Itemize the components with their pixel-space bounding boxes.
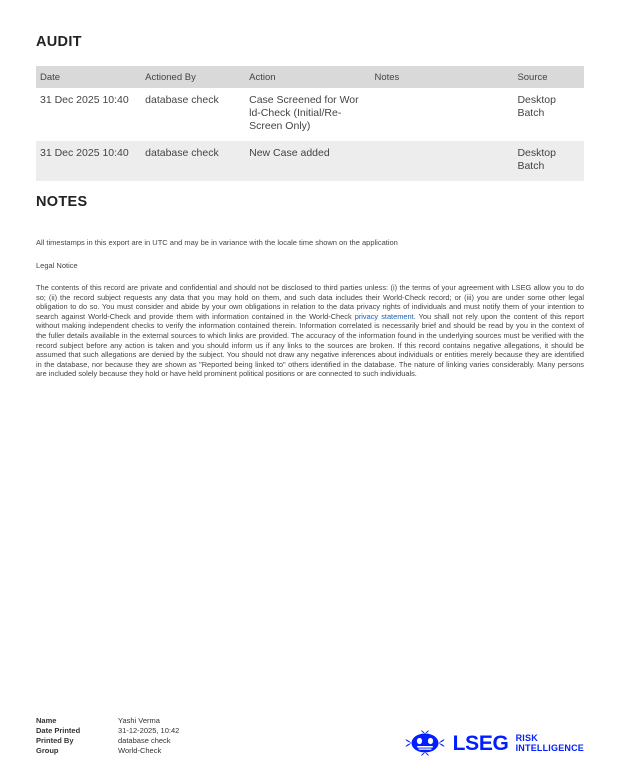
privacy-statement-link[interactable]: privacy statement	[354, 311, 414, 321]
footer-metadata	[36, 716, 179, 756]
cell-source: Desktop Batch	[513, 141, 584, 181]
table-row	[36, 141, 584, 181]
meta-value: 31-12-2025, 10:42	[118, 725, 180, 735]
meta-value: World-Check	[118, 745, 162, 755]
audit-table-header-row	[36, 66, 584, 88]
audit-table	[36, 66, 584, 181]
legal-notice-label: Legal Notice	[36, 261, 78, 270]
meta-row-date-printed	[36, 726, 179, 735]
audit-section-title: AUDIT	[36, 34, 82, 50]
notes-section-title: NOTES	[36, 194, 88, 210]
lseg-sublabel-line1: RISK	[515, 732, 538, 743]
audit-col-actioned-by: Actioned By	[141, 66, 245, 88]
cell-notes	[370, 88, 513, 141]
table-row	[36, 88, 584, 141]
timestamp-note: All timestamps in this export are in UTC and may be in variance with the locale time shown on the application	[36, 238, 398, 247]
cell-actioned-by: database check	[145, 94, 219, 106]
meta-key: Group	[36, 745, 59, 755]
lseg-sublabel	[516, 733, 584, 754]
meta-key: Name	[36, 716, 57, 725]
lseg-wordmark	[453, 733, 584, 754]
lseg-brand-text: LSEG	[452, 731, 509, 755]
meta-row-printed-by	[36, 736, 179, 745]
meta-value: database check	[118, 735, 171, 745]
lseg-emblem-icon	[405, 730, 445, 756]
lseg-logo	[405, 730, 584, 756]
cell-source: Desktop Batch	[517, 94, 556, 119]
audit-col-date: Date	[36, 66, 141, 88]
meta-row-group	[36, 746, 179, 755]
cell-date: 31 Dec 2025 10:40	[36, 141, 141, 181]
cell-action: New Case added	[245, 141, 370, 181]
meta-key: Date Printed	[36, 725, 81, 735]
legal-text-part1: The contents of this record are private and confidential and should not be disclosed to third parties unless: (i) the terms of your agreement with LSEG allow you to do so; (ii) the record subject requests any data that you may hold on them, and such data includes their World-Check record; or (iii) you are under some other legal obligation to do so. You must consider and abide by your own obligations in relation to the data privacy rights of individuals and must notify them of your intention to search against World-Check and provide them with information contained in the World-Check	[36, 283, 584, 321]
cell-actioned-by: database check	[141, 141, 245, 181]
audit-col-source: Source	[513, 66, 584, 88]
cell-action: Case Screened for Wor ld-Check (Initial/Re-Screen Only)	[249, 94, 359, 132]
cell-date: 31 Dec 2025 10:40	[40, 94, 129, 106]
legal-notice-text	[36, 283, 584, 379]
meta-value: Yashi Verma	[118, 716, 160, 725]
meta-row-name	[36, 716, 179, 725]
audit-col-notes: Notes	[370, 66, 513, 88]
lseg-sublabel-line2: INTELLIGENCE	[515, 743, 584, 753]
meta-key: Printed By	[36, 735, 74, 745]
legal-text-part2: . You shall not rely upon the content of this report without making independent checks to verify the information contained therein. Information correlated is necessarily brief and should be read by you in the context of the fuller details available in the external sources to which links are provided. The accuracy of the information found in the underlying sources must be verified with the record subject before any action is taken and you should inform us if any links to the sources are broken. If this record contains negative allegations, it should be assumed that such allegations are denied by the subject. You should not draw any negative inferences about individuals or entities merely because they are identified in the database, nor because they are shown as "Reported being linked to" others identified in the database. The nature of linking varies considerably. Many persons are included solely because they hold or have held prominent political positions or are connected to such individuals.	[36, 311, 584, 379]
cell-notes	[370, 141, 513, 181]
audit-col-action: Action	[245, 66, 370, 88]
